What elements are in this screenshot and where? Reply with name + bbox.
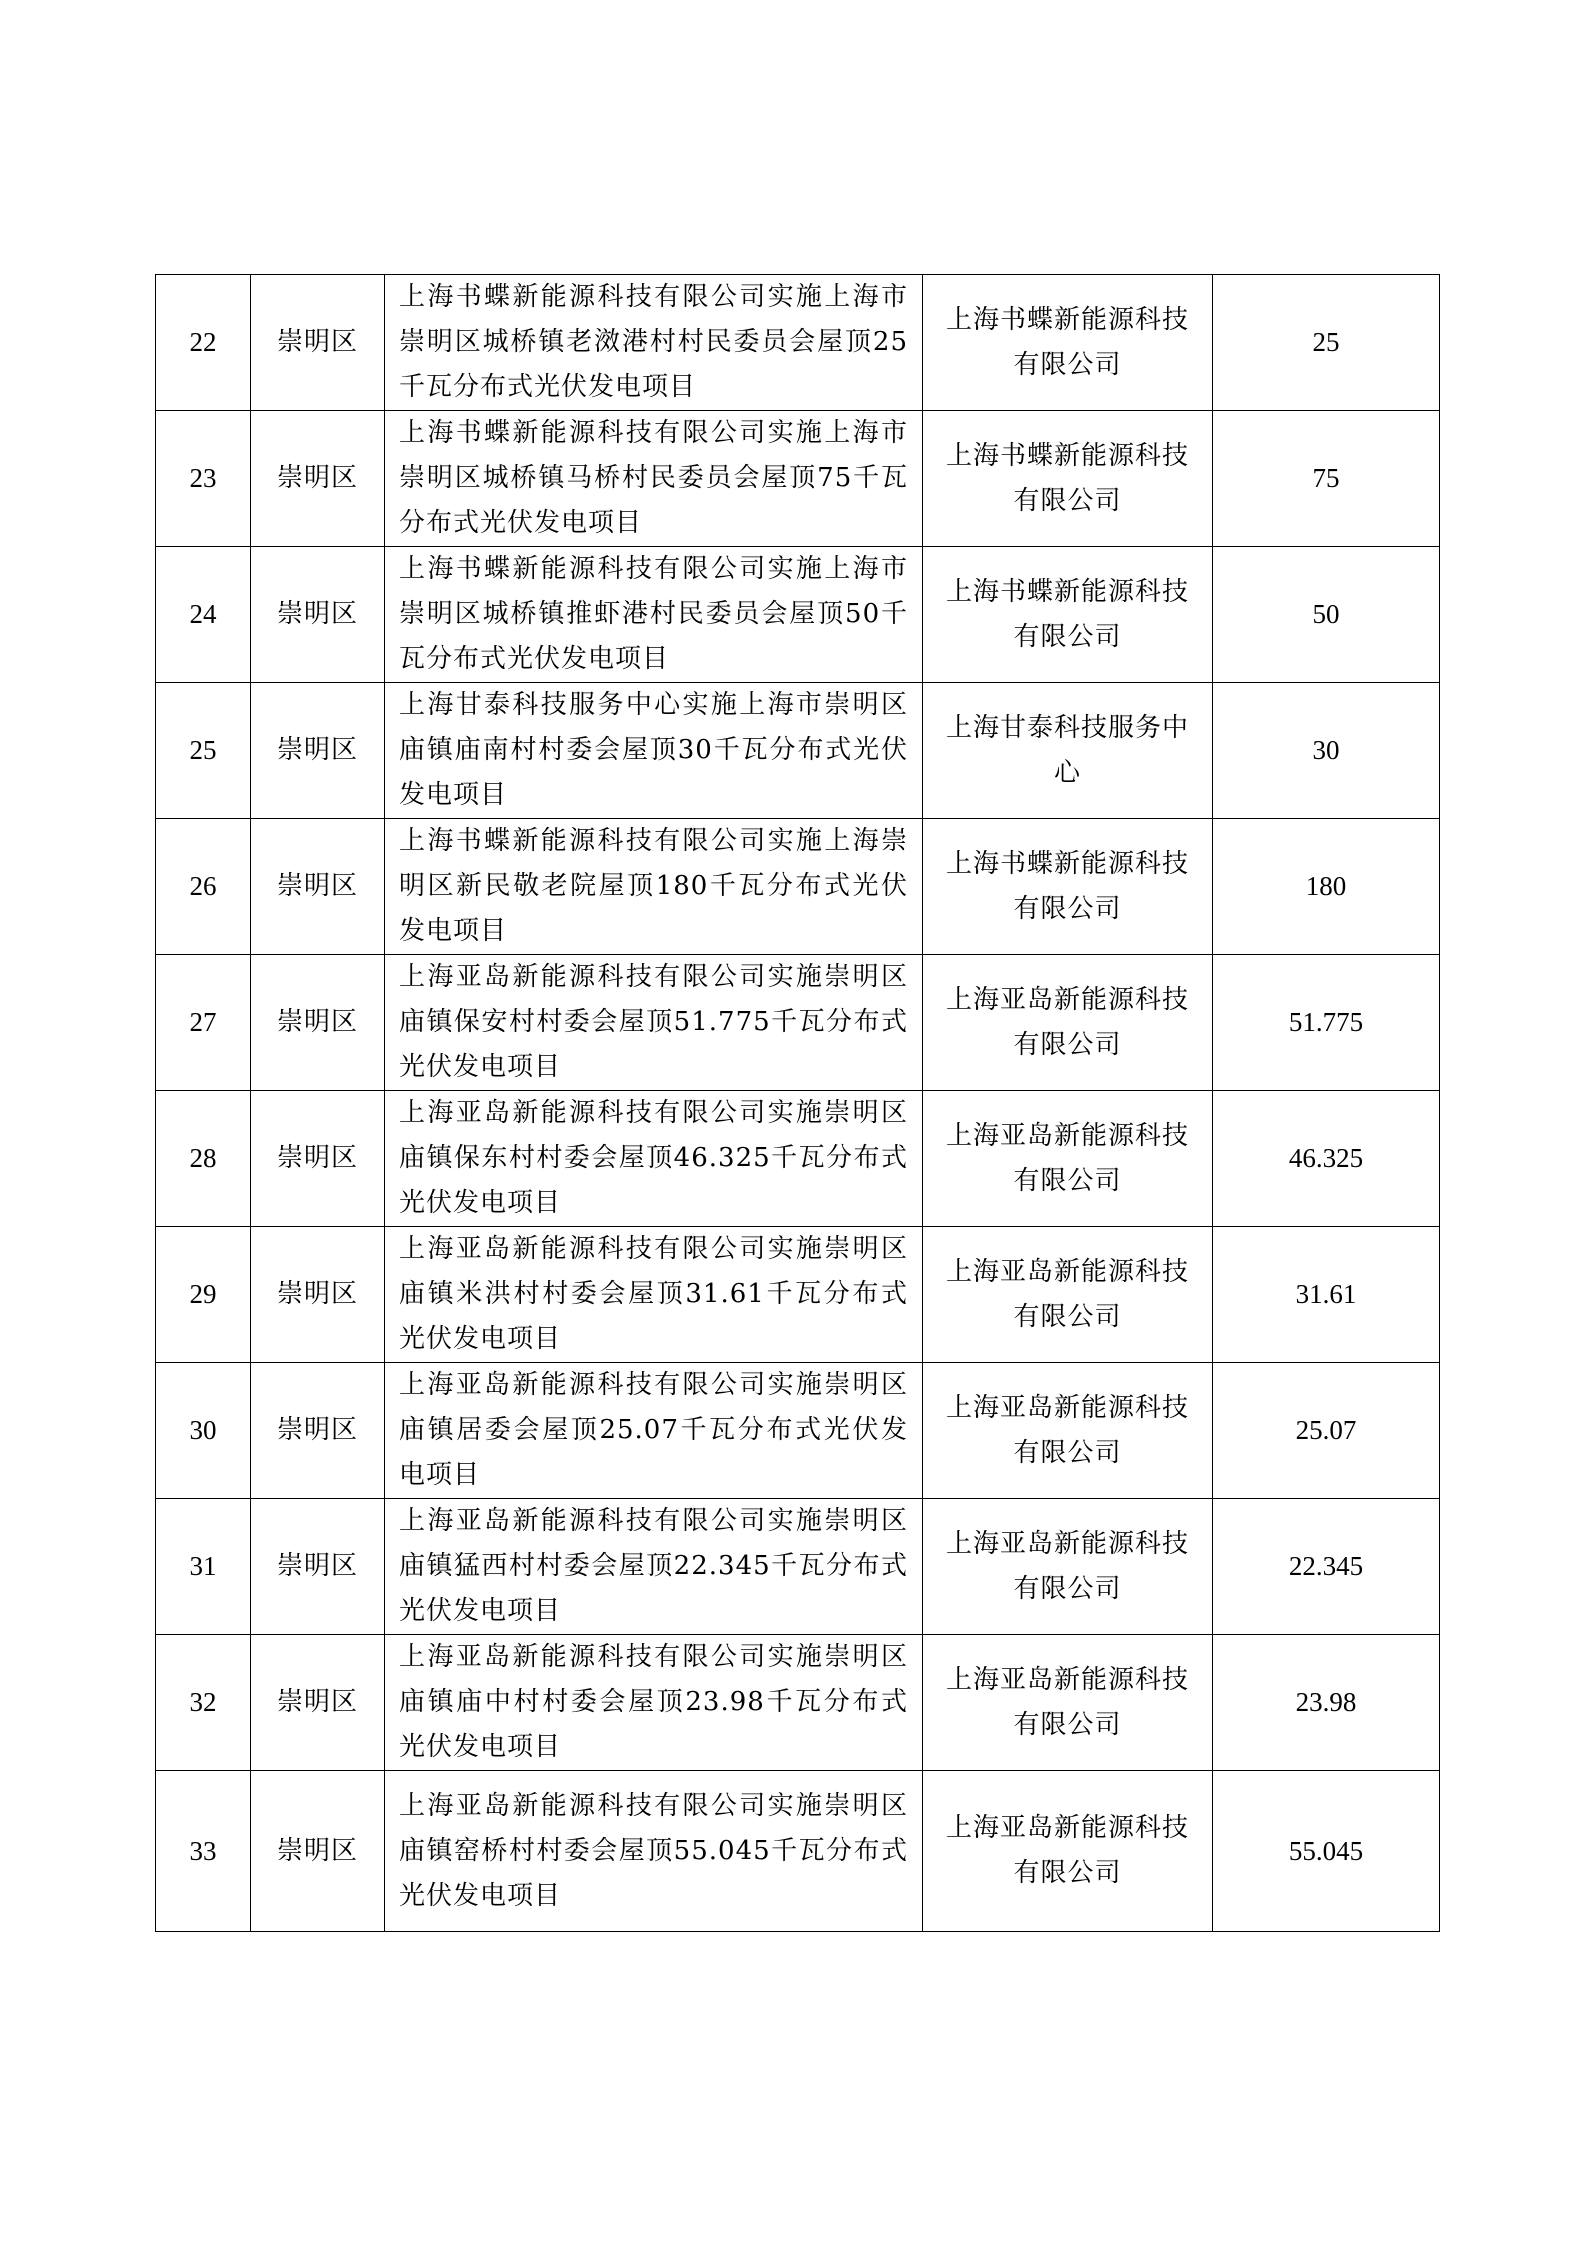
- row-number-cell: [156, 1499, 251, 1635]
- district: 崇明区: [276, 1415, 358, 1445]
- capacity-cell: [1213, 1499, 1440, 1635]
- row-number-cell: [156, 1771, 251, 1932]
- capacity-value: 25.07: [1295, 1415, 1357, 1445]
- capacity-value: 55.045: [1288, 1835, 1364, 1866]
- company-name: 上海亚岛新能源科技有限公司: [945, 1120, 1189, 1196]
- row-number: 26: [189, 871, 217, 901]
- project-name: 上海书蝶新能源科技有限公司实施上海崇明区新民敬老院屋顶180千瓦分布式光伏发电项目: [399, 826, 908, 946]
- district-cell: [251, 1227, 385, 1363]
- capacity-cell: [1213, 1091, 1440, 1227]
- project-name: 上海书蝶新能源科技有限公司实施上海市崇明区城桥镇老滧港村村民委员会屋顶25千瓦分布式光伏发电项目: [399, 282, 908, 402]
- capacity-value: 75: [1312, 463, 1340, 493]
- company-cell: [923, 683, 1213, 819]
- project-name: 上海书蝶新能源科技有限公司实施上海市崇明区城桥镇马桥村民委员会屋顶75千瓦分布式光伏发电项目: [399, 418, 908, 538]
- project-name: 上海亚岛新能源科技有限公司实施崇明区庙镇米洪村村委会屋顶31.61千瓦分布式光伏发电项目: [399, 1234, 908, 1354]
- row-number-cell: [156, 547, 251, 683]
- project-table: [155, 274, 1440, 1932]
- project-name-cell: [385, 275, 923, 411]
- row-number: 23: [189, 463, 217, 493]
- capacity-value: 25: [1312, 327, 1340, 357]
- company-cell: [923, 275, 1213, 411]
- project-name: 上海亚岛新能源科技有限公司实施崇明区庙镇窑桥村村委会屋顶55.045千瓦分布式光伏发电项目: [399, 1790, 908, 1911]
- row-number: 24: [189, 599, 217, 629]
- row-number-cell: [156, 955, 251, 1091]
- capacity-value: 23.98: [1295, 1687, 1357, 1717]
- company-cell: [923, 1499, 1213, 1635]
- capacity-value: 31.61: [1295, 1279, 1357, 1309]
- table-row: [156, 1227, 1440, 1363]
- project-name: 上海亚岛新能源科技有限公司实施崇明区庙镇庙中村村委会屋顶23.98千瓦分布式光伏发电项目: [399, 1642, 908, 1762]
- project-name-cell: [385, 1363, 923, 1499]
- row-number-cell: [156, 411, 251, 547]
- project-name-cell: [385, 1091, 923, 1227]
- row-number: 31: [189, 1551, 217, 1581]
- row-number-cell: [156, 1091, 251, 1227]
- project-name-cell: [385, 1499, 923, 1635]
- capacity-cell: [1213, 683, 1440, 819]
- row-number: 28: [189, 1143, 217, 1173]
- company-name: 上海书蝶新能源科技有限公司: [945, 576, 1189, 652]
- company-cell: [923, 1771, 1213, 1932]
- capacity-cell: [1213, 1771, 1440, 1932]
- table-row: [156, 275, 1440, 411]
- table-row: [156, 1363, 1440, 1499]
- company-cell: [923, 1091, 1213, 1227]
- project-name-cell: [385, 683, 923, 819]
- project-name: 上海亚岛新能源科技有限公司实施崇明区庙镇保东村村委会屋顶46.325千瓦分布式光伏发电项目: [399, 1098, 908, 1218]
- table-row: [156, 547, 1440, 683]
- row-number: 32: [189, 1687, 217, 1717]
- row-number: 33: [189, 1835, 217, 1866]
- district: 崇明区: [276, 1143, 358, 1173]
- district-cell: [251, 819, 385, 955]
- district-cell: [251, 683, 385, 819]
- district: 崇明区: [276, 1279, 358, 1309]
- project-name-cell: [385, 411, 923, 547]
- district: 崇明区: [276, 599, 358, 629]
- row-number-cell: [156, 275, 251, 411]
- row-number: 22: [189, 327, 217, 357]
- district: 崇明区: [276, 463, 358, 493]
- row-number-cell: [156, 683, 251, 819]
- company-cell: [923, 547, 1213, 683]
- capacity-value: 30: [1312, 735, 1340, 765]
- table-row: [156, 955, 1440, 1091]
- table-body: [156, 275, 1440, 1932]
- company-name: 上海书蝶新能源科技有限公司: [945, 848, 1189, 924]
- district: 崇明区: [276, 1007, 358, 1037]
- row-number: 27: [189, 1007, 217, 1037]
- company-cell: [923, 1635, 1213, 1771]
- project-name: 上海亚岛新能源科技有限公司实施崇明区庙镇猛西村村委会屋顶22.345千瓦分布式光伏发电项目: [399, 1506, 908, 1626]
- project-name: 上海亚岛新能源科技有限公司实施崇明区庙镇居委会屋顶25.07千瓦分布式光伏发电项目: [399, 1370, 908, 1490]
- project-name: 上海甘泰科技服务中心实施上海市崇明区庙镇庙南村村委会屋顶30千瓦分布式光伏发电项目: [399, 690, 908, 810]
- project-name-cell: [385, 1771, 923, 1932]
- row-number-cell: [156, 1363, 251, 1499]
- project-name-cell: [385, 1227, 923, 1363]
- district-cell: [251, 1499, 385, 1635]
- row-number-cell: [156, 1635, 251, 1771]
- district: 崇明区: [276, 1551, 358, 1581]
- capacity-value: 51.775: [1288, 1007, 1364, 1037]
- project-name: 上海亚岛新能源科技有限公司实施崇明区庙镇保安村村委会屋顶51.775千瓦分布式光伏发电项目: [399, 962, 908, 1082]
- company-name: 上海甘泰科技服务中心: [945, 712, 1189, 788]
- district-cell: [251, 411, 385, 547]
- district: 崇明区: [276, 735, 358, 765]
- company-cell: [923, 955, 1213, 1091]
- company-name: 上海亚岛新能源科技有限公司: [945, 1392, 1189, 1468]
- company-name: 上海书蝶新能源科技有限公司: [945, 304, 1189, 380]
- company-cell: [923, 819, 1213, 955]
- table-row: [156, 819, 1440, 955]
- company-name: 上海亚岛新能源科技有限公司: [945, 984, 1189, 1060]
- capacity-cell: [1213, 411, 1440, 547]
- row-number: 29: [189, 1279, 217, 1309]
- district-cell: [251, 547, 385, 683]
- company-name: 上海亚岛新能源科技有限公司: [945, 1256, 1189, 1332]
- company-cell: [923, 1227, 1213, 1363]
- row-number: 30: [189, 1415, 217, 1445]
- table-row: [156, 1771, 1440, 1932]
- table-row: [156, 1091, 1440, 1227]
- company-name: 上海亚岛新能源科技有限公司: [945, 1528, 1189, 1604]
- capacity-cell: [1213, 955, 1440, 1091]
- project-name-cell: [385, 819, 923, 955]
- company-name: 上海书蝶新能源科技有限公司: [945, 440, 1189, 516]
- company-name: 上海亚岛新能源科技有限公司: [945, 1813, 1189, 1888]
- district: 崇明区: [276, 327, 358, 357]
- capacity-cell: [1213, 1227, 1440, 1363]
- district: 崇明区: [276, 871, 358, 901]
- capacity-cell: [1213, 275, 1440, 411]
- district: 崇明区: [276, 1687, 358, 1717]
- project-name: 上海书蝶新能源科技有限公司实施上海市崇明区城桥镇推虾港村民委员会屋顶50千瓦分布式光伏发电项目: [399, 554, 908, 674]
- company-cell: [923, 1363, 1213, 1499]
- project-name-cell: [385, 1635, 923, 1771]
- table-row: [156, 1635, 1440, 1771]
- capacity-value: 50: [1312, 599, 1340, 629]
- row-number-cell: [156, 819, 251, 955]
- company-cell: [923, 411, 1213, 547]
- company-name: 上海亚岛新能源科技有限公司: [945, 1664, 1189, 1740]
- table-row: [156, 1499, 1440, 1635]
- capacity-cell: [1213, 547, 1440, 683]
- capacity-cell: [1213, 1363, 1440, 1499]
- capacity-value: 180: [1305, 871, 1347, 901]
- row-number-cell: [156, 1227, 251, 1363]
- district: 崇明区: [276, 1835, 358, 1866]
- project-name-cell: [385, 955, 923, 1091]
- table-row: [156, 411, 1440, 547]
- project-name-cell: [385, 547, 923, 683]
- capacity-cell: [1213, 819, 1440, 955]
- table-row: [156, 683, 1440, 819]
- capacity-cell: [1213, 1635, 1440, 1771]
- district-cell: [251, 275, 385, 411]
- district-cell: [251, 1771, 385, 1932]
- capacity-value: 22.345: [1288, 1551, 1364, 1581]
- district-cell: [251, 955, 385, 1091]
- district-cell: [251, 1091, 385, 1227]
- capacity-value: 46.325: [1288, 1143, 1364, 1173]
- district-cell: [251, 1635, 385, 1771]
- district-cell: [251, 1363, 385, 1499]
- row-number: 25: [189, 735, 217, 765]
